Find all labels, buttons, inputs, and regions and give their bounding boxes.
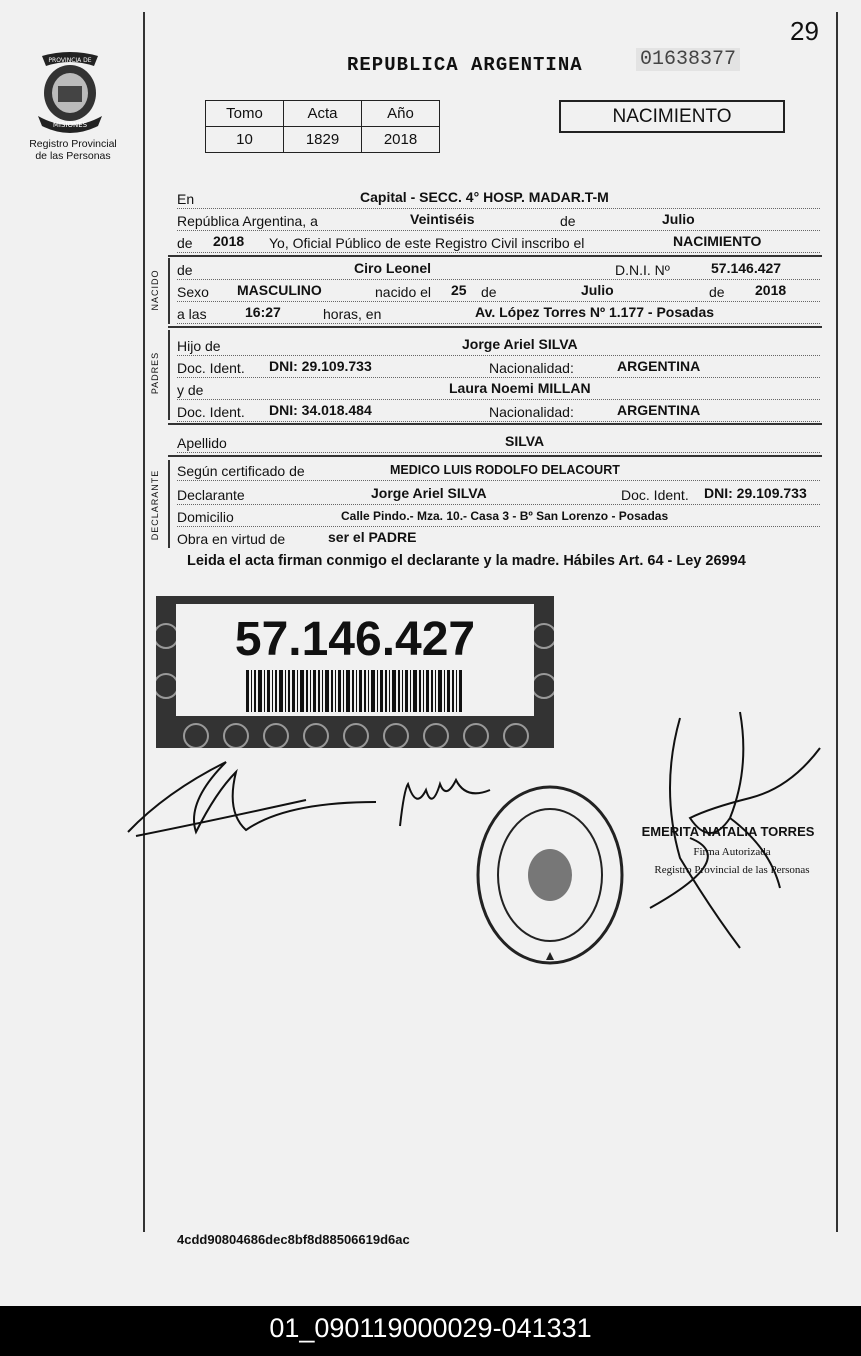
row-domicilio [177,505,820,527]
row-padre-doc [177,356,820,378]
value-sexo: MASCULINO [237,282,322,298]
label-obra: Obra en virtud de [177,531,286,547]
province-coat-of-arms-icon [32,48,108,134]
value-obra: ser el PADRE [328,529,417,545]
registry-header-acta: Acta [284,101,362,127]
separator-padres-top [168,326,822,328]
value-padre-doc: DNI: 29.109.733 [269,358,372,374]
section-label-nacido: NACIDO [150,269,160,311]
declarant-signature [126,752,386,844]
label-inscribo: Yo, Oficial Público de este Registro Civil inscribo el [269,235,585,251]
label-de-anio: de [709,284,725,300]
row-inscribo [177,231,820,253]
label-republica: República Argentina, a [177,213,318,229]
serial-number: 01638377 [636,48,740,71]
label-dni: D.N.I. Nº [615,262,670,278]
logo-top-text: PROVINCIA DE [48,57,92,64]
label-padre-doc: Doc. Ident. [177,360,245,376]
barcode-icon [246,670,462,712]
value-declarante: Jorge Ariel SILVA [371,485,487,501]
label-nacido-de: de [177,262,193,278]
row-nacido-hora [177,302,820,324]
footer-code: 01_090119000029-041331 [0,1306,861,1356]
value-padre: Jorge Ariel SILVA [462,336,578,352]
row-nacido-sexo [177,280,820,302]
section-label-padres: PADRES [150,351,160,395]
label-decl-doc: Doc. Ident. [621,487,689,503]
separator-apellido-top [168,423,822,425]
document-hash: 4cdd90804686dec8bf8d88506619d6ac [177,1232,410,1247]
label-alas: a las [177,306,207,322]
row-declarante [177,483,820,505]
section-label-declarante: DECLARANTE [150,469,160,541]
value-decl-doc: DNI: 29.109.733 [704,485,807,501]
row-certificado [177,459,820,481]
label-nacido-el: nacido el [375,284,432,300]
registry-header-tomo: Tomo [206,101,284,127]
bracket-declarante [168,460,170,548]
registry-value-acta: 1829 [284,127,362,153]
label-sexo: Sexo [177,284,209,300]
left-margin-line [143,12,145,1232]
label-de2: de [177,235,193,251]
label-de: de [560,213,576,229]
row-obra [177,527,477,548]
label-y-de: y de [177,382,204,398]
reading-statement: Leida el acta firman conmigo el declarante y la madre. Hábiles Art. 64 - Ley 26994 [187,553,746,569]
registry-value-anio: 2018 [362,127,440,153]
label-madre-nac: Nacionalidad: [489,404,574,420]
right-margin-line [836,12,838,1232]
label-hijo-de: Hijo de [177,338,221,354]
label-domicilio: Domicilio [177,509,234,525]
value-hora: 16:27 [245,304,281,320]
registry-seal [474,782,626,968]
act-type-box: NACIMIENTO [559,100,785,133]
value-anio: 2018 [213,233,245,249]
value-padre-nac: ARGENTINA [617,358,701,374]
value-dni: 57.146.427 [711,260,782,276]
value-domicilio: Calle Pindo.- Mza. 10.- Casa 3 - Bº San Lorenzo - Posadas [341,509,669,523]
official-title-line2: Registro Provincial de las Personas [654,864,810,876]
registry-caption-line1: Registro Provincial [29,138,117,150]
document-title: REPUBLICA ARGENTINA [347,54,583,76]
row-nacido-nombre [177,258,820,280]
value-madre-nac: ARGENTINA [617,402,701,418]
value-dia-nac: 25 [451,282,467,298]
separator-nacido-top [168,255,822,257]
official-name: EMERITA NATALIA TORRES [641,824,815,839]
separator-declarante-top [168,455,822,457]
page-number: 29 [790,16,819,46]
value-madre: Laura Noemi MILLAN [449,380,591,396]
value-en: Capital - SECC. 4° HOSP. MADAR.T-M [360,189,609,205]
value-nombre: Ciro Leonel [354,260,432,276]
row-padre [177,334,820,356]
label-declarante: Declarante [177,487,245,503]
row-madre [177,378,820,400]
bracket-padres [168,330,170,420]
value-madre-doc: DNI: 34.018.484 [269,402,372,418]
official-title-line1: Firma Autorizada [693,846,771,858]
registry-value-tomo: 10 [206,127,284,153]
row-en [177,187,820,209]
logo-bottom-text: MISIONES [52,121,88,129]
label-en: En [177,191,195,207]
row-apellido [177,431,820,453]
label-horas-en: horas, en [323,306,382,322]
value-certificado: MEDICO LUIS RODOLFO DELACOURT [390,463,620,477]
dni-sticker-number: 57.146.427 [234,613,476,666]
registry-caption [18,138,128,162]
value-inscribo: NACIMIENTO [673,233,762,249]
value-anio-nac: 2018 [755,282,787,298]
registry-table [205,100,440,153]
row-madre-doc [177,400,820,422]
value-mes-nac: Julio [581,282,614,298]
row-republica [177,209,820,231]
registry-header-anio: Año [362,101,440,127]
official-title [632,843,832,879]
label-certificado: Según certificado de [177,463,305,479]
value-apellido: SILVA [505,433,545,449]
registry-caption-line2: de las Personas [35,150,111,162]
value-mes: Julio [662,211,695,227]
bracket-nacido [168,258,170,324]
value-lugar: Av. López Torres Nº 1.177 - Posadas [475,304,715,320]
label-apellido: Apellido [177,435,227,451]
label-padre-nac: Nacionalidad: [489,360,574,376]
label-de-mes: de [481,284,497,300]
label-madre-doc: Doc. Ident. [177,404,245,420]
value-dia: Veintiséis [410,211,475,227]
